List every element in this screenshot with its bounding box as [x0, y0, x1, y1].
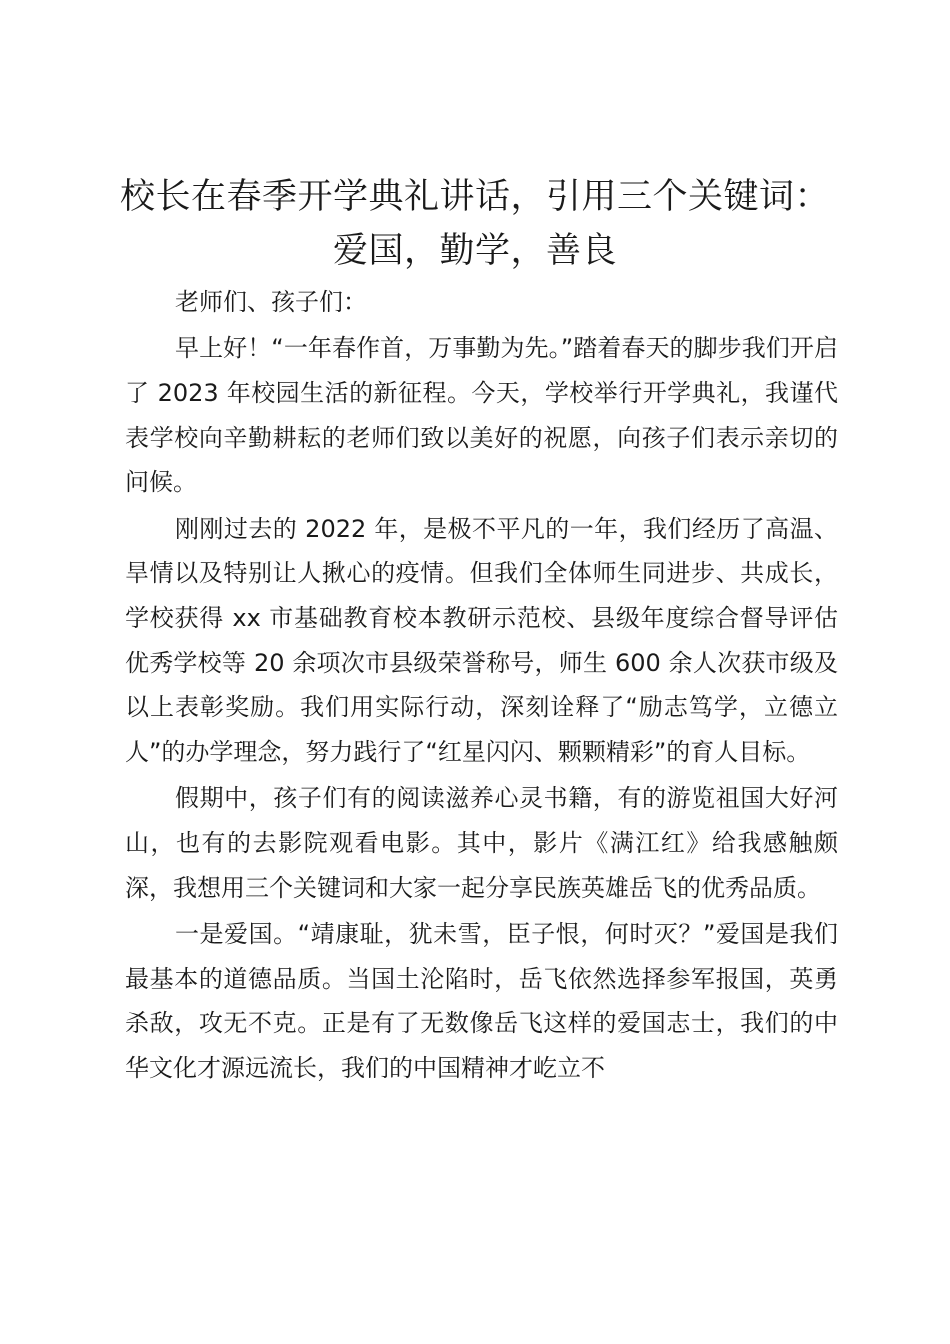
- paragraph-review-2022: 刚刚过去的 2022 年，是极不平凡的一年，我们经历了高温、旱情以及特别让人揪心的疫情。但我们全体师生同进步、共成长，学校获得 xx 市基础教育校本教研示范校、县级年度综合督导评估优秀学校等 20 余项次市县级荣誉称号，师生 600 余人次获市级及以上表彰奖励。我们用实际行动，深刻诠释了“励志笃学，立德立人”的办学理念，努力践行了“红星闪闪、颗颗精彩”的育人目标。: [125, 514, 838, 767]
- paragraph-greeting: 早上好！“一年春作首，万事勤为先。”踏着春天的脚步我们开启了 2023 年校园生活的新征程。今天，学校举行开学典礼，我谨代表学校向辛勤耕耘的老师们致以美好的祝愿，向孩子们表示亲切的问候。: [125, 334, 838, 497]
- title-line-1: 校长在春季开学典礼讲话，引用三个关键词：: [119, 177, 830, 217]
- salutation: 老师们、孩子们：: [175, 288, 367, 316]
- paragraph-holiday: 假期中，孩子们有的阅读滋养心灵书籍，有的游览祖国大好河山，也有的去影院观看电影。其中，影片《满江红》给我感触颇深，我想用三个关键词和大家一起分享民族英雄岳飞的优秀品质。: [125, 784, 838, 902]
- title-line-2: 爱国，勤学，善良: [332, 231, 617, 271]
- paragraph-patriotism: 一是爱国。“靖康耻，犹未雪，臣子恨，何时灭？”爱国是我们最基本的道德品质。当国土沦陷时，岳飞依然选择参军报国，英勇杀敌，攻无不克。正是有了无数像岳飞这样的爱国志士，我们的中华文化才源远流长，我们的中国精神才屹立不: [125, 919, 838, 1082]
- document-title: [110, 170, 840, 278]
- document-body: [125, 280, 838, 1092]
